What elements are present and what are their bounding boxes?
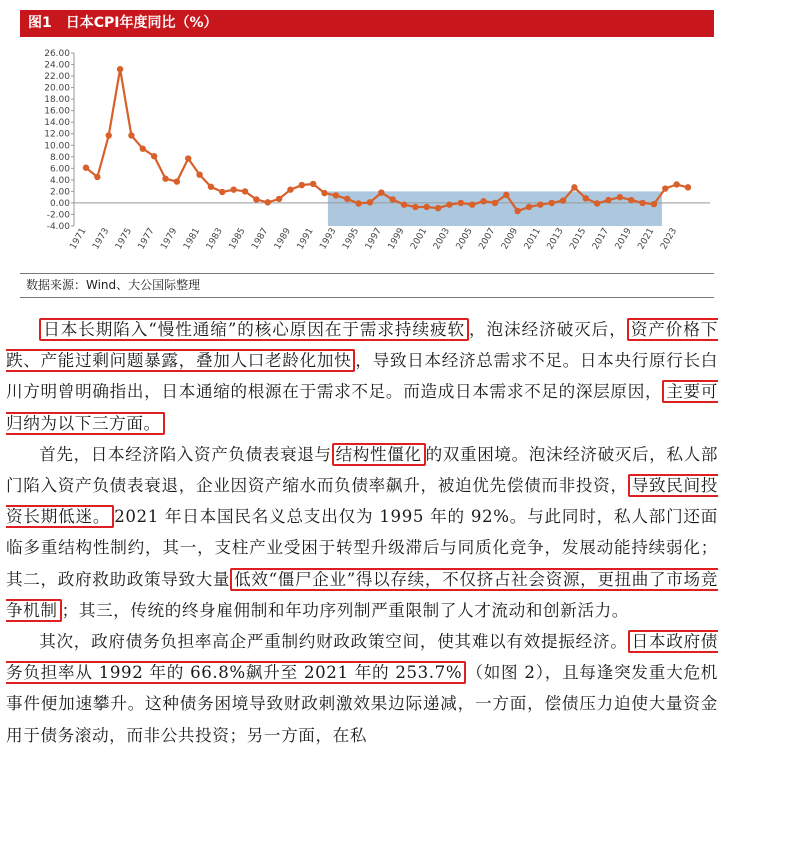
y-tick-label: 2.00 (49, 187, 70, 198)
cpi-data-point (469, 201, 475, 207)
text-run: ；其三，传统的终身雇佣制和年功序列制严重限制了人才流动和创新活力。 (61, 600, 629, 620)
cpi-data-point (94, 174, 100, 180)
cpi-data-point (253, 196, 259, 202)
cpi-data-point (185, 155, 191, 161)
highlighted-phrase: 结构性僵化 (332, 443, 426, 466)
cpi-data-point (117, 66, 123, 72)
y-tick-label: -4.00 (46, 222, 70, 232)
y-tick-label: 12.00 (44, 129, 70, 140)
cpi-data-point (424, 204, 430, 210)
cpi-data-point (571, 184, 577, 190)
x-tick-label: 1973 (91, 226, 112, 252)
cpi-line-chart (20, 37, 714, 273)
cpi-data-point (401, 201, 407, 207)
x-tick-label: 2013 (545, 226, 566, 252)
x-tick-label: 2015 (568, 226, 589, 252)
y-tick-label: 24.00 (44, 60, 70, 71)
cpi-data-point (662, 185, 668, 191)
highlighted-phrase: 资产价格下跌、产能过剩问题暴露，叠加人口老龄化加快 (6, 320, 718, 371)
text-run: 首先，日本经济陷入资产负债表衰退与 (39, 444, 332, 464)
cpi-data-point (503, 192, 509, 198)
cpi-data-point (265, 199, 271, 205)
cpi-data-point (128, 132, 134, 138)
cpi-data-point (389, 196, 395, 202)
x-tick-label: 2001 (409, 226, 430, 252)
x-tick-label: 1979 (159, 226, 180, 252)
figure-number: 图1 (28, 15, 52, 31)
cpi-data-point (560, 197, 566, 203)
cpi-data-point (106, 132, 112, 138)
x-tick-label: 1989 (272, 226, 294, 252)
cpi-data-point (287, 186, 293, 192)
x-tick-label: 1981 (182, 226, 203, 252)
cpi-data-point (310, 181, 316, 187)
cpi-data-point (162, 176, 168, 182)
y-tick-label: 8.00 (49, 152, 70, 163)
cpi-data-point (412, 204, 418, 210)
cpi-data-point (196, 171, 202, 177)
cpi-data-point (446, 201, 452, 207)
figure-title: 日本CPI年度同比（%） (65, 15, 218, 31)
cpi-data-point (151, 153, 157, 159)
y-tick-label: 26.00 (44, 49, 70, 59)
highlighted-phrase: 日本政府债务负担率从 1992 年的 66.8%飙升至 2021 年的 253.7% (6, 632, 718, 683)
cpi-data-point (208, 184, 214, 190)
highlighted-phrase: 主要可归纳为以下三方面。 (6, 382, 718, 433)
x-tick-label: 1995 (341, 226, 362, 252)
y-tick-label: 16.00 (44, 106, 70, 117)
cpi-data-point (333, 192, 339, 198)
x-tick-label: 1975 (113, 226, 135, 252)
x-tick-label: 1985 (227, 226, 248, 252)
paragraph (6, 314, 718, 439)
x-tick-label: 1993 (318, 226, 339, 252)
text-run: 2021 年日本国民名义总支出仅为 1995 年的 92%。与此同时，私人部门还面临多重结构性制约，其一，支柱产业受困于转型升级滞后与同质化竞争，发展动能持续弱化；其二，政府救助政策导致大量 (6, 507, 718, 589)
data-source: 数据来源：Wind、大公国际整理 (20, 273, 714, 298)
cpi-data-point (321, 190, 327, 196)
x-tick-label: 2021 (636, 226, 657, 252)
paragraph (6, 626, 718, 751)
text-run: ，泡沫经济破灭后， (469, 320, 627, 339)
y-tick-label: 22.00 (44, 72, 70, 83)
x-tick-label: 1971 (68, 226, 89, 252)
x-tick-label: 1983 (204, 226, 225, 252)
cpi-data-point (140, 146, 146, 152)
y-tick-label: 6.00 (49, 164, 70, 175)
x-tick-label: 2003 (431, 226, 453, 252)
y-tick-label: -2.00 (46, 210, 70, 221)
cpi-data-point (537, 201, 543, 207)
cpi-data-point (514, 208, 520, 214)
x-tick-label: 1999 (386, 226, 407, 252)
y-tick-label: 10.00 (44, 141, 70, 152)
cpi-data-point (242, 188, 248, 194)
cpi-data-point (583, 195, 589, 201)
y-tick-label: 4.00 (49, 175, 70, 186)
cpi-data-point (685, 184, 691, 190)
highlighted-phrase: 导致民间投资长期低迷。 (6, 476, 718, 527)
cpi-data-point (617, 194, 623, 200)
cpi-chart (20, 37, 714, 273)
x-tick-label: 1991 (295, 226, 316, 252)
cpi-data-point (639, 200, 645, 206)
x-tick-label: 2023 (659, 226, 680, 252)
cpi-data-point (219, 189, 225, 195)
x-tick-label: 1997 (363, 226, 384, 252)
article-body (6, 314, 718, 751)
cpi-data-point (548, 200, 554, 206)
y-tick-label: 14.00 (44, 118, 70, 129)
cpi-data-point (299, 182, 305, 188)
text-run: （如图 2），且每逢突发重大危机事件便加速攀升。这种债务困境导致财政刺激效果边际递减，一方面，偿债压力迫使大量资金用于债务滚动，而非公共投资；另一方面，在私 (6, 663, 718, 745)
x-tick-label: 2017 (590, 226, 612, 252)
highlighted-phrase: 日本长期陷入“慢性通缩”的核心原因在于需求持续疲软 (39, 318, 469, 341)
cpi-series-line (86, 69, 688, 211)
cpi-data-point (628, 197, 634, 203)
cpi-data-point (605, 197, 611, 203)
cpi-data-point (480, 198, 486, 204)
cpi-data-point (174, 178, 180, 184)
cpi-data-point (344, 196, 350, 202)
x-tick-label: 2009 (500, 226, 521, 252)
y-tick-label: 20.00 (44, 83, 70, 94)
cpi-data-point (458, 200, 464, 206)
cpi-data-point (435, 205, 441, 211)
x-tick-label: 2019 (613, 226, 634, 252)
cpi-data-point (492, 200, 498, 206)
cpi-data-point (651, 201, 657, 207)
cpi-data-point (355, 200, 361, 206)
cpi-data-point (230, 186, 236, 192)
highlighted-phrase: 低效“僵尸企业”得以存续，不仅挤占社会资源，更扭曲了市场竞争机制 (6, 569, 718, 620)
cpi-data-point (83, 165, 89, 171)
text-run: 的双重困境。泡沫经济破灭后，私人部门陷入资产负债表衰退，企业因资产缩水而负债率飙升，被迫优先偿债而非投资， (6, 444, 719, 496)
text-run: 其次，政府债务负担率高企严重制约财政政策空间，使其难以有效提振经济。 (39, 632, 628, 652)
figure-header (20, 10, 714, 37)
cpi-data-point (526, 204, 532, 210)
cpi-data-point (378, 189, 384, 195)
cpi-data-point (276, 196, 282, 202)
y-tick-label: 18.00 (44, 95, 70, 106)
x-tick-label: 1987 (250, 226, 271, 252)
paragraph (6, 439, 718, 626)
x-tick-label: 2005 (454, 226, 475, 252)
cpi-data-point (367, 199, 373, 205)
x-tick-label: 2007 (477, 226, 498, 252)
y-tick-label: 0.00 (49, 198, 70, 209)
cpi-data-point (673, 181, 679, 187)
x-tick-label: 1977 (136, 226, 157, 252)
x-tick-label: 2011 (522, 226, 543, 252)
cpi-data-point (594, 200, 600, 206)
text-run: ，导致日本经济总需求不足。日本央行原行长白川方明曾明确指出，日本通缩的根源在于需求不足。而造成日本需求不足的深层原因， (6, 351, 718, 402)
